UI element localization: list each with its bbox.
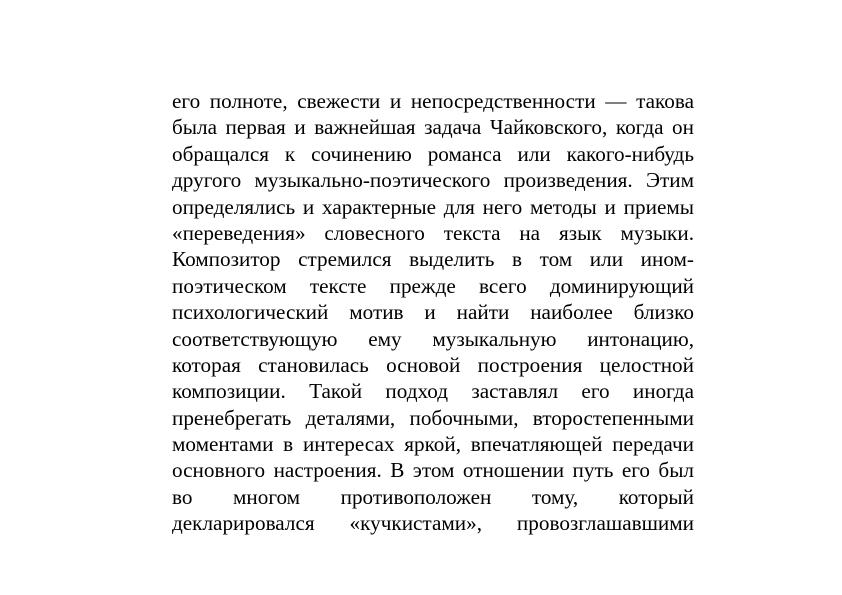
text-line: обращался к сочинению романса или какого-нибудь: [172, 141, 694, 166]
text-line: психологический мотив и найти наиболее близко: [172, 300, 694, 325]
text-line: другого музыкально-поэтического произведения. Этим: [172, 168, 694, 193]
text-line: определялись и характерные для него методы и приемы: [172, 194, 694, 219]
text-line: пренебрегать деталями, побочными, второстепенными: [172, 405, 694, 430]
body-text: [172, 88, 694, 537]
text-line: моментами в интересах яркой, впечатляющей передачи: [172, 432, 694, 457]
text-line: композиции. Такой подход заставлял его иногда: [172, 379, 694, 404]
text-line: была первая и важнейшая задача Чайковского, когда он: [172, 115, 694, 140]
text-line: во многом противоположен тому, который: [172, 484, 694, 509]
text-line: соответствующую ему музыкальную интонацию,: [172, 326, 694, 351]
text-line: основного настроения. В этом отношении путь его был: [172, 458, 694, 483]
text-line: его полноте, свежести и непосредственности — такова: [172, 89, 694, 113]
text-line: поэтическом тексте прежде всего доминирующий: [172, 273, 694, 298]
text-line: которая становилась основой построения целостной: [172, 352, 694, 377]
text-line: Композитор стремился выделить в том или ином-: [172, 247, 694, 272]
text-line: декларировался «кучкистами», провозглашавшими: [172, 511, 694, 536]
text-line: «переведения» словесного текста на язык музыки.: [172, 220, 694, 245]
